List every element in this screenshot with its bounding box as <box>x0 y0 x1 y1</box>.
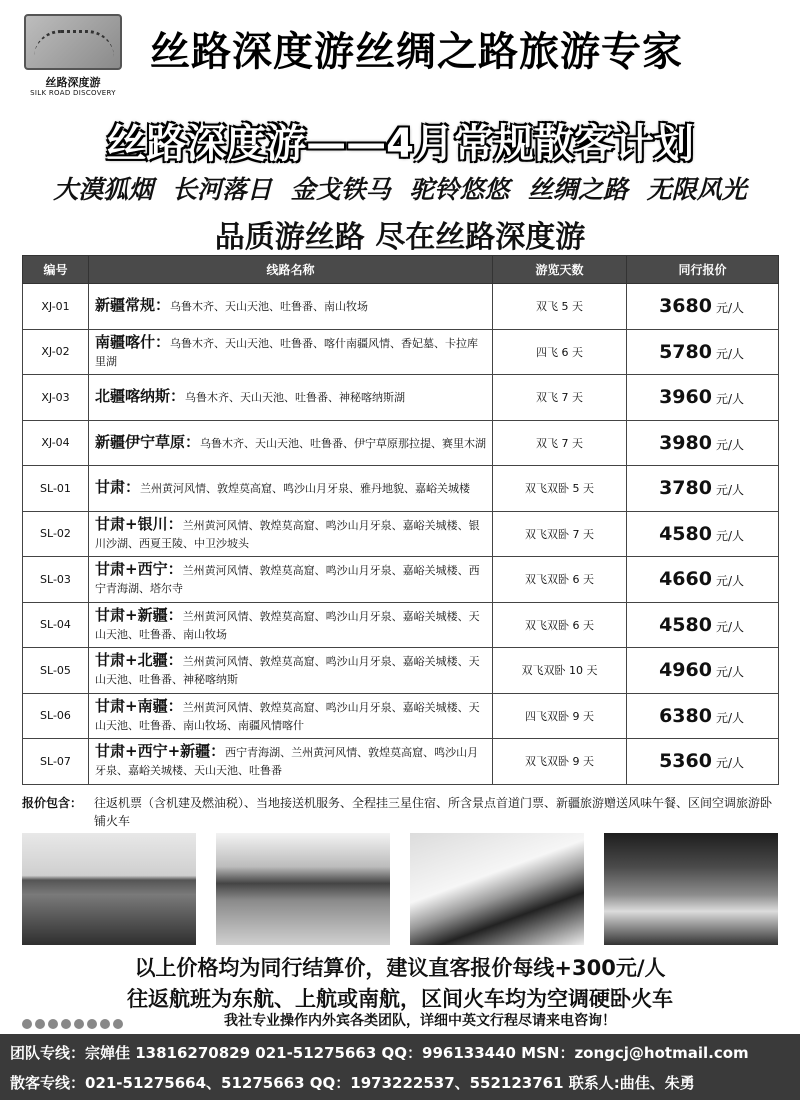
photo-strip <box>22 833 778 945</box>
route-price <box>627 739 779 785</box>
route-code: SL-01 <box>23 466 89 512</box>
route-price <box>627 284 779 330</box>
photo-grassland-horses <box>216 833 390 945</box>
route-name: 甘肃： <box>95 478 141 497</box>
price-unit: 元/人 <box>715 437 744 452</box>
route-days: 双飞双卧 7 天 <box>493 511 627 557</box>
logo-name-cn: 丝路深度游 <box>45 76 101 89</box>
price-value: 4960 <box>659 659 712 682</box>
price-value: 4580 <box>659 613 712 636</box>
price-unit: 元/人 <box>715 665 744 680</box>
photo-forest-lake <box>604 833 778 945</box>
route-price <box>627 511 779 557</box>
price-value: 4580 <box>659 522 712 545</box>
contact-note: 我社专业操作内外宾各类团队，详细中英文行程尽请来电咨询！ <box>224 1013 616 1029</box>
route-cell <box>89 693 493 739</box>
route-code: SL-03 <box>23 557 89 603</box>
header <box>0 0 800 105</box>
price-value: 6380 <box>659 704 712 727</box>
includes-content: 往返机票（含机建及燃油税）、当地接送机服务、全程挂三星住宿、所含景点首道门票、新疆旅游赠送风味午餐、区间空调旅游卧铺火车 <box>94 796 773 828</box>
route-cell <box>89 648 493 694</box>
contact-footer <box>0 1034 800 1100</box>
route-name: 甘肃+北疆： <box>95 651 183 670</box>
route-cell <box>89 602 493 648</box>
route-price <box>627 375 779 421</box>
route-description: 兰州黄河风情、敦煌莫高窟、鸣沙山月牙泉、雅丹地貌、嘉峪关城楼 <box>140 482 471 496</box>
route-code: XJ-03 <box>23 375 89 421</box>
route-code: XJ-04 <box>23 420 89 466</box>
route-days: 双飞双卧 5 天 <box>493 466 627 512</box>
plan-title: 丝路深度游——4月常规散客计划 <box>106 121 694 167</box>
route-cell <box>89 557 493 603</box>
route-cell <box>89 739 493 785</box>
price-unit: 元/人 <box>715 483 744 498</box>
route-rows <box>23 284 779 785</box>
route-description: 乌鲁木齐、天山天池、吐鲁番、喀什南疆风情、香妃墓、卡拉库里湖 <box>95 336 479 368</box>
price-value: 3780 <box>659 477 712 500</box>
route-days: 双飞双卧 6 天 <box>493 557 627 603</box>
table-row <box>23 693 779 739</box>
route-description: 兰州黄河风情、敦煌莫高窟、鸣沙山月牙泉、嘉峪关城楼、西宁青海湖、塔尔寺 <box>95 564 480 596</box>
price-value: 5780 <box>659 340 712 363</box>
logo-name-en: SILK ROAD DISCOVERY <box>30 89 116 97</box>
route-code: SL-07 <box>23 739 89 785</box>
quality-line: 品质游丝路 尽在丝路深度游 <box>214 220 586 255</box>
team-hotline: 团队专线：宗婵佳 13816270829 021-51275663 QQ：996133440 MSN：zongcj@hotmail.com <box>10 1044 749 1062</box>
table-row <box>23 602 779 648</box>
price-unit: 元/人 <box>715 528 744 543</box>
route-code: SL-04 <box>23 602 89 648</box>
route-days: 双飞 7 天 <box>493 420 627 466</box>
price-unit: 元/人 <box>715 574 744 589</box>
route-description: 西宁青海湖、兰州黄河风情、敦煌莫高窟、鸣沙山月牙泉、嘉峪关城楼、天山天池、吐鲁番 <box>95 746 479 778</box>
route-price <box>627 557 779 603</box>
logo <box>18 10 128 98</box>
route-name: 甘肃+银川： <box>95 514 183 533</box>
route-cell <box>89 284 493 330</box>
route-name: 甘肃+新疆： <box>95 605 183 624</box>
header-days: 游览天数 <box>493 256 627 284</box>
price-unit: 元/人 <box>715 619 744 634</box>
price-includes <box>22 794 778 830</box>
route-name: 新疆伊宁草原： <box>95 432 201 451</box>
price-value: 3680 <box>659 295 712 318</box>
route-code: SL-05 <box>23 648 89 694</box>
table-row <box>23 329 779 375</box>
route-cell <box>89 329 493 375</box>
table-row <box>23 648 779 694</box>
route-cell <box>89 420 493 466</box>
route-days: 双飞双卧 6 天 <box>493 602 627 648</box>
price-value: 3960 <box>659 386 712 409</box>
price-value: 4660 <box>659 568 712 591</box>
route-price <box>627 693 779 739</box>
table-row <box>23 284 779 330</box>
route-price <box>627 648 779 694</box>
route-code: SL-02 <box>23 511 89 557</box>
price-value: 5360 <box>659 750 712 773</box>
route-description: 乌鲁木齐、天山天池、吐鲁番、南山牧场 <box>170 300 369 314</box>
route-days: 双飞 5 天 <box>493 284 627 330</box>
route-name: 甘肃+西宁： <box>95 560 183 579</box>
table-row <box>23 375 779 421</box>
photo-crescent-spring-dunes <box>410 833 584 945</box>
photo-lake-landscape <box>22 833 196 945</box>
includes-label: 报价包含： <box>22 796 83 810</box>
header-route-name: 线路名称 <box>89 256 493 284</box>
route-description: 兰州黄河风情、敦煌莫高窟、鸣沙山月牙泉、嘉峪关城楼、银川沙湖、西夏王陵、中卫沙坡头 <box>95 518 480 550</box>
price-unit: 元/人 <box>715 301 744 316</box>
route-price <box>627 602 779 648</box>
header-code: 编号 <box>23 256 89 284</box>
header-price: 同行报价 <box>627 256 779 284</box>
route-price <box>627 466 779 512</box>
route-description: 兰州黄河风情、敦煌莫高窟、鸣沙山月牙泉、嘉峪关城楼、天山天池、吐鲁番、南山牧场、南疆风情喀什 <box>95 700 480 732</box>
route-code: XJ-01 <box>23 284 89 330</box>
table-header-row <box>23 256 779 284</box>
route-days: 四飞 6 天 <box>493 329 627 375</box>
price-unit: 元/人 <box>715 392 744 407</box>
route-description: 乌鲁木齐、天山天池、吐鲁番、伊宁草原那拉提、赛里木湖 <box>200 436 487 450</box>
route-code: SL-06 <box>23 693 89 739</box>
route-days: 四飞双卧 9 天 <box>493 693 627 739</box>
route-name: 甘肃+南疆： <box>95 696 183 715</box>
route-name: 甘肃+西宁+新疆： <box>95 742 226 761</box>
route-code: XJ-02 <box>23 329 89 375</box>
route-cell <box>89 511 493 557</box>
silk-road-map-icon <box>24 14 122 70</box>
individual-hotline: 散客专线：021-51275664、51275663 QQ：1973222537、552123761 联系人:曲佳、朱勇 <box>10 1074 695 1092</box>
route-cell <box>89 466 493 512</box>
route-name: 新疆常规： <box>95 296 171 315</box>
price-unit: 元/人 <box>715 710 744 725</box>
route-days: 双飞双卧 9 天 <box>493 739 627 785</box>
route-description: 乌鲁木齐、天山天池、吐鲁番、神秘喀纳斯湖 <box>185 391 406 405</box>
table-row <box>23 739 779 785</box>
route-table <box>22 255 779 785</box>
route-price <box>627 329 779 375</box>
table-row <box>23 511 779 557</box>
price-unit: 元/人 <box>715 756 744 771</box>
route-description: 兰州黄河风情、敦煌莫高窟、鸣沙山月牙泉、嘉峪关城楼、天山天池、吐鲁番、神秘喀纳斯 <box>95 655 480 687</box>
route-name: 南疆喀什： <box>95 332 171 351</box>
flight-note: 往返航班为东航、上航或南航，区间火车均为空调硬卧火车 <box>127 987 673 1011</box>
route-days: 双飞双卧 10 天 <box>493 648 627 694</box>
route-name: 北疆喀纳斯： <box>95 387 186 406</box>
price-unit: 元/人 <box>715 346 744 361</box>
route-price <box>627 420 779 466</box>
route-cell <box>89 375 493 421</box>
table-row <box>23 557 779 603</box>
table-row <box>23 420 779 466</box>
table-row <box>23 466 779 512</box>
brand-title: 丝路深度游丝绸之路旅游专家 <box>150 29 683 75</box>
slogans: 大漠狐烟 长河落日 金戈铁马 驼铃悠悠 丝绸之路 无限风光 <box>53 175 747 204</box>
route-days: 双飞 7 天 <box>493 375 627 421</box>
price-note: 以上价格均为同行结算价，建议直客报价每线+300元/人 <box>134 956 666 980</box>
price-value: 3980 <box>659 431 712 454</box>
route-description: 兰州黄河风情、敦煌莫高窟、鸣沙山月牙泉、嘉峪关城楼、天山天池、吐鲁番、南山牧场 <box>95 609 480 641</box>
